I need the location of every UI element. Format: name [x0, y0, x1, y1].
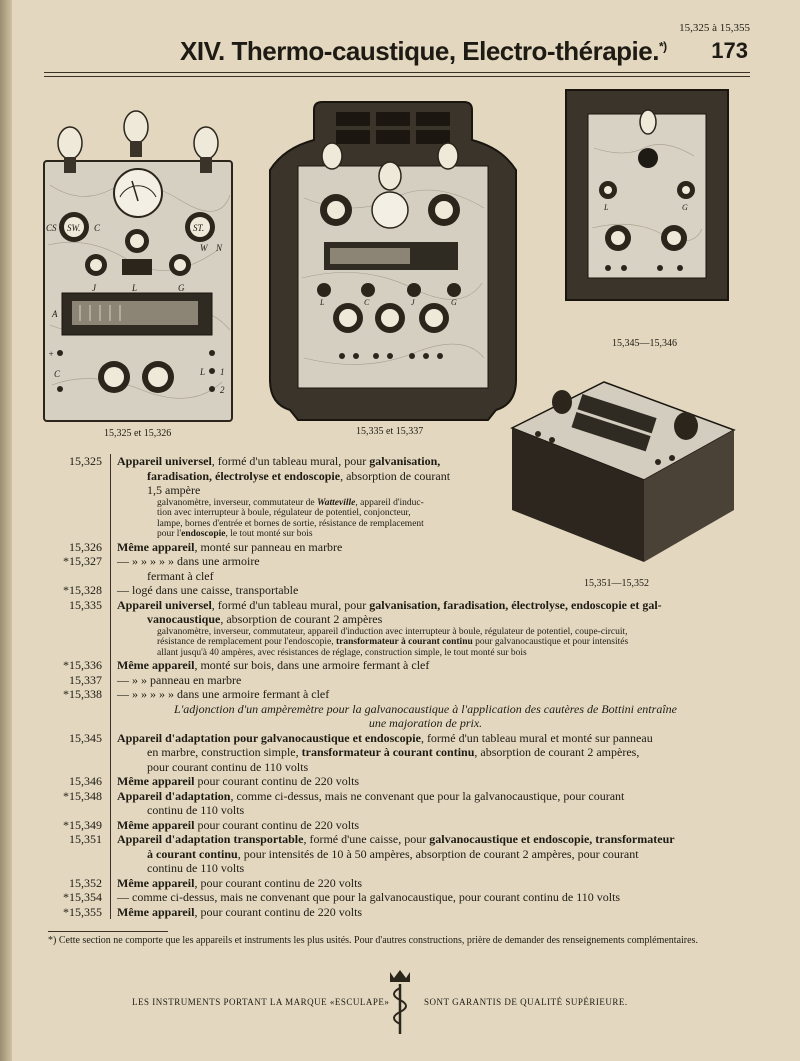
entry-description — [111, 687, 734, 702]
entry-line: pour courant continu de 110 volts — [147, 759, 309, 774]
entry-description — [111, 818, 734, 833]
entry-description — [111, 905, 734, 920]
header-rule-thin — [44, 76, 750, 77]
fig2-label-l: L — [320, 298, 325, 307]
entry-description — [111, 832, 734, 876]
catalog-entry — [44, 731, 734, 775]
page-number: 173 — [711, 38, 748, 63]
catalog-entry — [44, 832, 734, 876]
footer-right: SONT GARANTIS DE QUALITÉ SUPÉRIEURE. — [424, 997, 628, 1007]
fig1-label-l: L — [132, 283, 138, 293]
book-spine — [0, 0, 12, 1061]
entry-line: Même appareil, pour courant continu de 220 volts — [117, 904, 363, 919]
footnote: *) Cette section ne comporte que les appareils et instruments les plus usités. Pour d'autres constructions, prière de demander des renseignements complémentaires. — [48, 935, 698, 946]
entry-line: Même appareil pour courant continu de 220 volts — [117, 817, 360, 832]
catalog-entry — [44, 774, 734, 789]
entry-line: continu de 110 volts — [147, 861, 245, 875]
fig2-label-j: J — [411, 298, 415, 307]
entry-code: *15,349 — [63, 817, 102, 832]
catalog-entries — [44, 454, 734, 919]
fig1-label-c2: C — [54, 369, 61, 379]
entry-code: 15,352 — [69, 875, 102, 890]
fig1-label-1: 1 — [220, 367, 225, 377]
entry-code: *15,348 — [63, 788, 102, 803]
adaptation-panel-illustration — [564, 88, 730, 302]
entry-line: 1,5 ampère — [147, 483, 201, 497]
entry-detail-line: pour l'endoscopie, le tout monté sur bois — [157, 529, 313, 539]
entry-code: 15,337 — [69, 672, 102, 687]
fig3-label-l: L — [604, 203, 609, 212]
entry-code: *15,328 — [63, 583, 102, 597]
page-title: XIV. Thermo-caustique, Electro-thérapie.*) — [180, 36, 667, 66]
entry-detail-line: lampe, bornes d'entrée et bornes de sortie, résistance de remplacement — [157, 518, 424, 529]
entry-description — [111, 789, 734, 818]
entry-description — [111, 658, 734, 673]
entry-code: *15,355 — [63, 904, 102, 919]
esculape-logo — [384, 966, 416, 1036]
entry-line: Même appareil, monté sur bois, dans une armoire fermant à clef — [117, 658, 430, 672]
entry-description — [111, 583, 734, 598]
catalog-entry — [44, 658, 734, 673]
caption-fig2: 15,335 et 15,337 — [356, 426, 424, 437]
entry-code: *15,336 — [63, 658, 102, 672]
fig1-label-n: N — [216, 243, 223, 253]
entry-detail-line: galvanomètre, inverseur, commutateur, appareil d'induction avec interrupteur à boule, régulateur de potentiel, coupe-circuit, — [157, 626, 628, 637]
entry-description — [111, 731, 734, 775]
entry-description — [111, 774, 734, 789]
catalog-entry — [44, 554, 734, 583]
entry-line: faradisation, électrolyse et endoscopie, absorption de courant — [147, 468, 451, 483]
fig1-label-plus: + — [48, 349, 55, 359]
entry-line: à courant continu, pour intensités de 10 à 50 ampères, absorption de courant 2 ampères, pour courant — [147, 846, 639, 861]
fig1-label-cs: CS — [46, 223, 57, 233]
footnote-rule — [48, 931, 168, 932]
entry-code: *15,354 — [63, 890, 102, 904]
entry-line: Même appareil, monté sur panneau en marbre — [117, 539, 343, 554]
fig1-label-st: ST. — [193, 223, 205, 233]
entry-line: Même appareil, pour courant continu de 220 volts — [117, 875, 363, 890]
entry-code: 15,345 — [69, 730, 102, 745]
entry-line: — comme ci-dessus, mais ne convenant que pour la galvanocaustique, pour courant continu de 110 volts — [117, 890, 621, 904]
fig1-label-g: G — [178, 283, 185, 293]
catalog-entry — [44, 583, 734, 598]
caption-fig4: 15,351—15,352 — [584, 578, 649, 589]
entry-line: — » » panneau en marbre — [117, 672, 242, 687]
catalog-entry — [44, 702, 734, 731]
entry-code: 15,351 — [69, 832, 102, 846]
entry-line: — logé dans une caisse, transportable — [117, 583, 299, 597]
entry-detail-line: allant jusqu'à 40 ampères, avec résistances de réglage, construction simple, le tout monté sur bois — [157, 647, 527, 658]
fig1-label-l2: L — [200, 367, 206, 377]
catalog-entry — [44, 890, 734, 905]
entry-code: 15,346 — [69, 774, 102, 788]
catalog-entry — [44, 818, 734, 833]
entry-description — [111, 598, 734, 659]
entry-line: vanocaustique, absorption de courant 2 ampères — [147, 612, 383, 626]
fig2-label-c: C — [364, 298, 370, 307]
footer-left: LES INSTRUMENTS PORTANT LA MARQUE «ESCULAPE» — [132, 997, 390, 1007]
entry-line: continu de 110 volts — [147, 803, 245, 817]
caption-fig1: 15,325 et 15,326 — [104, 428, 172, 439]
entry-line: Même appareil pour courant continu de 220 volts — [117, 774, 360, 788]
universal-apparatus-illustration — [40, 105, 236, 425]
entry-code: 15,326 — [69, 539, 102, 554]
entry-description — [111, 540, 734, 555]
entry-description — [111, 876, 734, 891]
entry-description — [111, 673, 734, 688]
entry-code: 15,325 — [69, 454, 102, 468]
entry-line: — » » » » » dans une armoire fermant à clef — [117, 687, 330, 701]
entry-description — [111, 702, 734, 731]
entry-detail-line: résistance de remplacement pour l'endoscopie, transformateur à courant continu pour galvanocaustique et pour intensités — [157, 637, 629, 647]
fig1-label-w: W — [200, 243, 208, 253]
fig1-label-a: A — [52, 309, 58, 319]
entry-description — [111, 454, 734, 540]
entry-line: Appareil universel, formé d'un tableau mural, pour galvanisation, — [117, 454, 441, 468]
fig1-label-j: J — [92, 283, 96, 293]
entry-description — [111, 890, 734, 905]
header-rule — [44, 72, 750, 73]
entry-line: Appareil d'adaptation transportable, formé d'une caisse, pour galvanocaustique et endoscopie, transformateur — [117, 832, 675, 846]
entry-description — [111, 554, 734, 583]
fig3-label-g: G — [682, 203, 688, 212]
catalog-entry — [44, 598, 734, 659]
entry-code — [44, 702, 110, 731]
entry-line: Appareil d'adaptation, comme ci-dessus, mais ne convenant que pour la galvanocaustique, pour courant — [117, 788, 625, 803]
entry-line: Appareil universel, formé d'un tableau mural, pour galvanisation, faradisation, électrolyse, endoscopie et gal- — [117, 597, 662, 612]
caption-fig3: 15,345—15,346 — [612, 338, 677, 349]
entry-line: Appareil d'adaptation pour galvanocaustique et endoscopie, formé d'un tableau mural et monté sur panneau — [117, 730, 653, 745]
catalog-entry — [44, 789, 734, 818]
entry-detail-line: galvanomètre, inverseur, commutateur de Watteville, appareil d'induc- — [157, 497, 424, 508]
cabinet-apparatus-illustration — [264, 98, 522, 422]
entry-code: 15,335 — [69, 597, 102, 612]
item-range: 15,325 à 15,355 — [679, 22, 750, 34]
fig1-label-c: C — [94, 223, 101, 233]
entry-line: fermant à clef — [147, 568, 214, 583]
fig1-label-2: 2 — [220, 385, 225, 395]
catalog-entry — [44, 673, 734, 688]
catalog-entry — [44, 540, 734, 555]
entry-code: *15,327 — [63, 554, 102, 568]
entry-line: une majoration de prix. — [368, 716, 483, 730]
fig2-label-g: G — [451, 298, 457, 307]
entry-code: *15,338 — [63, 687, 102, 701]
catalog-entry — [44, 687, 734, 702]
fig1-label-sw: SW. — [67, 223, 81, 233]
catalog-entry — [44, 876, 734, 891]
catalog-entry — [44, 454, 734, 540]
catalog-entry — [44, 905, 734, 920]
entry-line: L'adjonction d'un ampèremètre pour la galvanocaustique à l'application des cautères de Bottini entraîne — [174, 701, 677, 716]
entry-line: — » » » » » dans une armoire — [117, 554, 260, 568]
entry-line: en marbre, construction simple, transformateur à courant continu, absorption de courant 2 ampères, — [147, 745, 640, 759]
entry-detail-line: tion avec interrupteur à boule, régulateur de potentiel, conjoncteur, — [157, 508, 411, 518]
